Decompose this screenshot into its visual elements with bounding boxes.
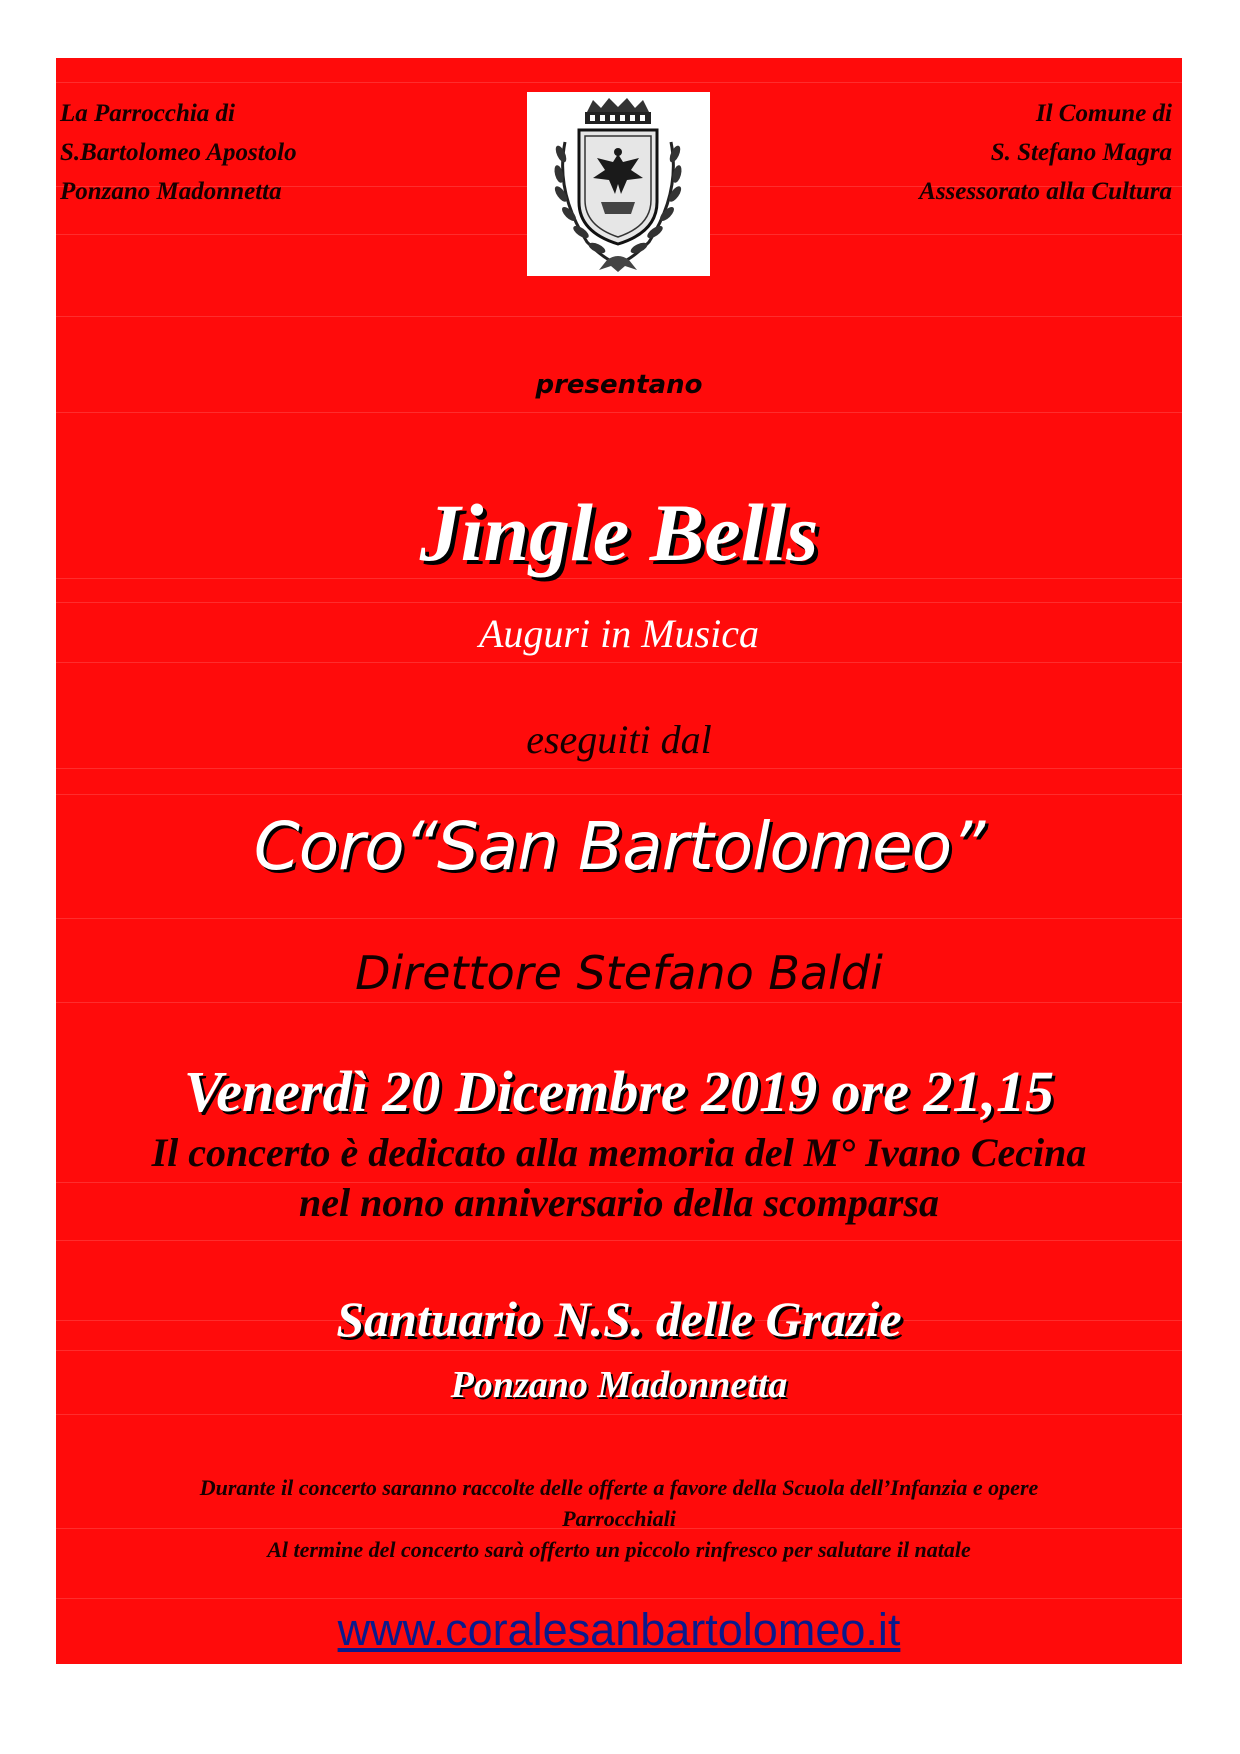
municipality-line: Il Comune di: [1035, 100, 1172, 127]
coat-of-arms-icon: [527, 92, 710, 276]
divider: [56, 316, 1182, 317]
municipality-line: S. Stefano Magra: [990, 139, 1172, 166]
poster: [56, 58, 1182, 1664]
event-notes: [56, 1472, 1182, 1565]
performed-by-intro: eseguiti dal: [526, 717, 712, 762]
presentano-text: presentano: [535, 370, 703, 400]
parish-line: Ponzano Madonnetta: [60, 178, 282, 205]
divider: [56, 412, 1182, 413]
divider: [56, 1414, 1182, 1415]
website-link-container: [56, 1604, 1182, 1656]
event-subtitle: Auguri in Musica: [479, 611, 759, 656]
divider: [56, 82, 1182, 83]
parish-header: [60, 94, 297, 211]
event-title: Jingle Bells: [419, 487, 819, 578]
venue-name: Santuario N.S. delle Grazie: [336, 1291, 902, 1347]
divider: [56, 1598, 1182, 1599]
venue-town: Ponzano Madonnetta: [450, 1364, 788, 1406]
divider: [56, 662, 1182, 663]
divider: [56, 602, 1182, 603]
dedication-text: [56, 1128, 1182, 1228]
divider: [56, 768, 1182, 769]
divider: [56, 1002, 1182, 1003]
divider: [56, 1240, 1182, 1241]
parish-line: S.Bartolomeo Apostolo: [60, 139, 297, 166]
dedication-line: Il concerto è dedicato alla memoria del M° Ivano Cecina: [151, 1130, 1087, 1175]
note-line: Al termine del concerto sarà offerto un piccolo rinfresco per salutare il natale: [267, 1537, 971, 1562]
director-name: Direttore Stefano Baldi: [355, 946, 883, 1000]
note-line: Parrocchiali: [562, 1506, 676, 1531]
municipality-line: Assessorato alla Cultura: [919, 178, 1172, 205]
municipality-header: [919, 94, 1172, 211]
event-datetime: Venerdì 20 Dicembre 2019 ore 21,15: [184, 1059, 1054, 1124]
website-link[interactable]: www.coralesanbartolomeo.it: [337, 1604, 901, 1655]
divider: [56, 1350, 1182, 1351]
divider: [56, 794, 1182, 795]
dedication-line: nel nono anniversario della scomparsa: [298, 1180, 940, 1225]
divider: [56, 918, 1182, 919]
choir-name: Coro“San Bartolomeo”: [253, 808, 985, 885]
note-line: Durante il concerto saranno raccolte delle offerte a favore della Scuola dell’Infanzia e opere: [199, 1475, 1039, 1500]
parish-line: La Parrocchia di: [60, 100, 235, 127]
